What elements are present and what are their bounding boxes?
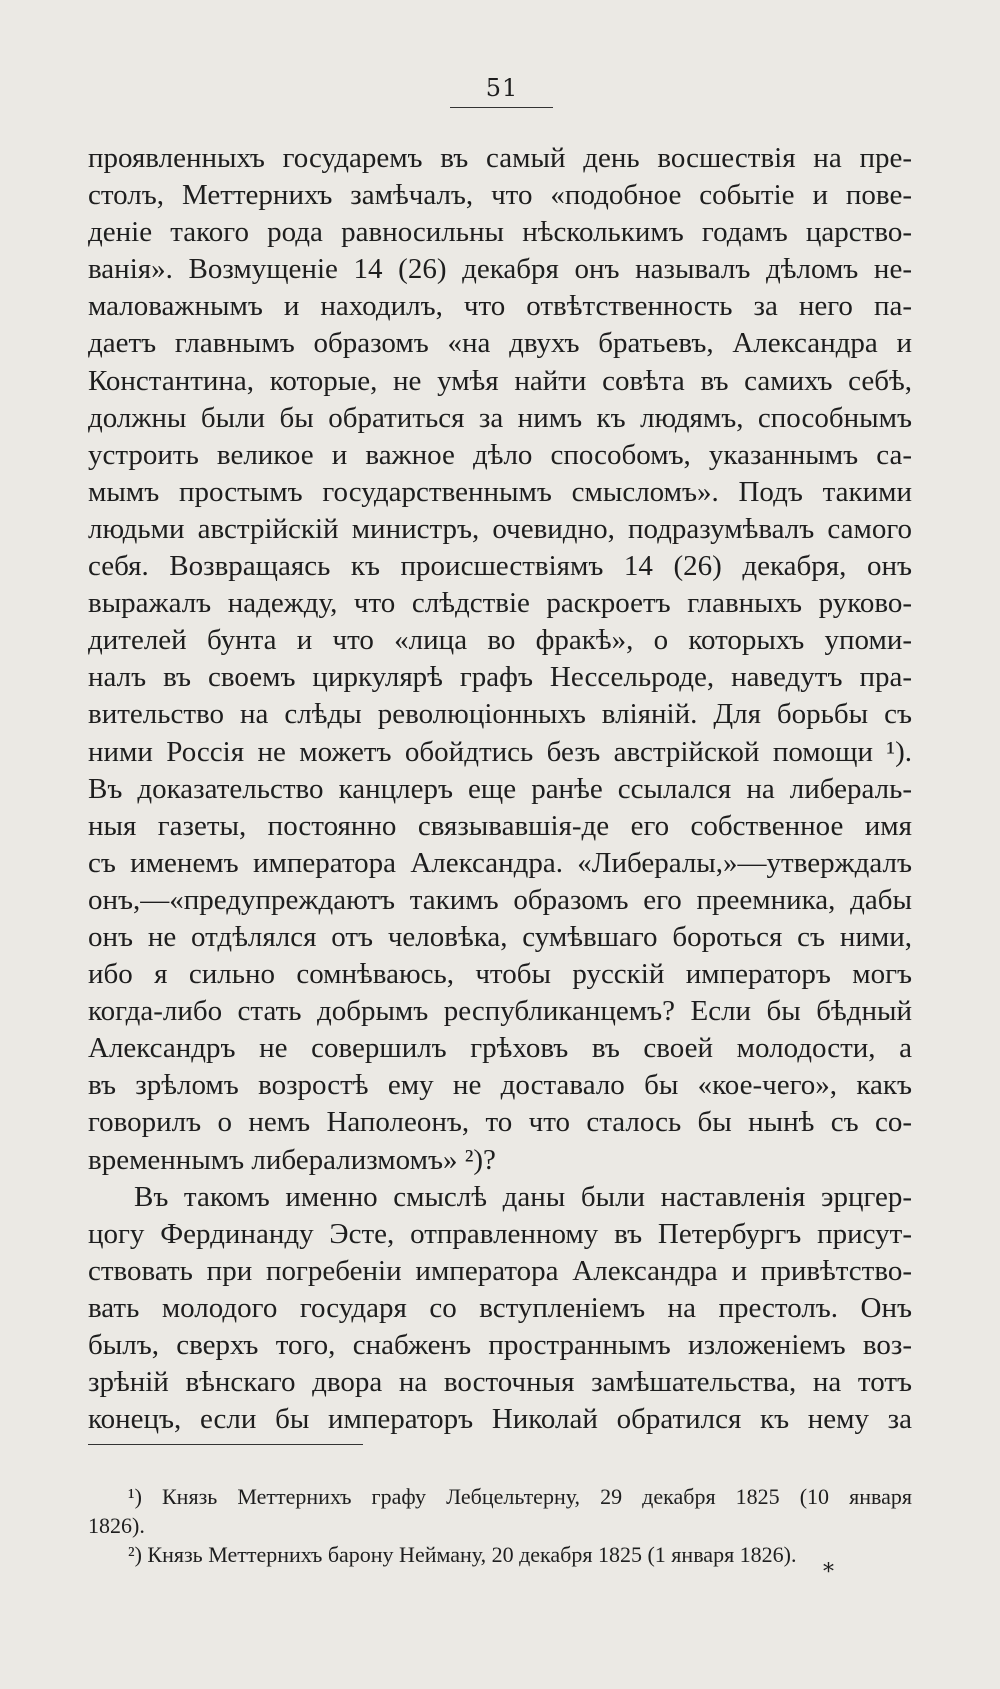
- text-line: столъ, Меттернихъ замѣчалъ, что «подобное событіе и пове-: [88, 179, 912, 212]
- text-line: Александръ не совершилъ грѣховъ въ своей молодости, а: [88, 1032, 912, 1065]
- page-number: 51: [485, 74, 519, 102]
- text-line: онъ,—«предупреждаютъ такимъ образомъ его преемника, дабы: [88, 883, 912, 916]
- text-line: должны были бы обратиться за нимъ къ людямъ, способнымъ: [88, 401, 912, 434]
- text-line: ними Россія не можетъ обойдтись безъ австрійской помощи ¹).: [88, 735, 912, 768]
- footnote-separator: [88, 1444, 363, 1445]
- text-line: маловажнымъ и находилъ, что отвѣтственность за него па-: [88, 290, 912, 323]
- text-line: выражалъ надежду, что слѣдствіе раскроетъ главныхъ руково-: [88, 587, 912, 620]
- paragraph-start-line: Въ такомъ именно смыслѣ даны были наставленія эрцгер-: [134, 1180, 912, 1213]
- text-line: цогу Фердинанду Эсте, отправленному въ Петербургъ присут-: [88, 1217, 912, 1250]
- text-line: устроить великое и важное дѣло способомъ, указаннымъ са-: [88, 438, 912, 471]
- page-number-rule: [450, 107, 553, 108]
- text-line: былъ, сверхъ того, снабженъ пространнымъ изложеніемъ воз-: [88, 1329, 912, 1361]
- text-line: проявленныхъ государемъ въ самый день восшествія на пре-: [88, 142, 912, 174]
- text-line: зрѣній вѣнскаго двора на восточныя замѣшательства, на тотъ: [88, 1366, 912, 1399]
- text-line: налъ въ своемъ циркулярѣ графъ Нессельроде, наведутъ пра-: [88, 661, 912, 694]
- text-line: вать молодого государя со вступленіемъ на престолъ. Онъ: [88, 1291, 912, 1324]
- text-line: себя. Возвращаясь къ происшествіямъ 14 (26) декабря, онъ: [88, 550, 912, 583]
- text-line: онъ не отдѣлялся отъ человѣка, сумѣвшаго бороться съ ними,: [88, 920, 912, 953]
- body-text: [88, 140, 912, 1438]
- text-line: мымъ простымъ государственнымъ смысломъ». Подъ такими: [88, 475, 912, 508]
- text-line: людьми австрійскій министръ, очевидно, подразумѣвалъ самого: [88, 512, 912, 545]
- text-line: конецъ, если бы императоръ Николай обратился къ нему за: [88, 1403, 912, 1436]
- text-line: Константина, которые, не умѣя найти совѣта въ самихъ себѣ,: [88, 364, 912, 397]
- text-line: ванія». Возмущеніе 14 (26) декабря онъ называлъ дѣломъ не-: [88, 253, 912, 286]
- footnote-1: ¹) Князь Меттернихъ графу Лебцельтерну, 29 декабря 1825 (10 января: [128, 1484, 912, 1509]
- text-line: временнымъ либерализмомъ» ²)?: [88, 1143, 496, 1176]
- text-line: когда-либо стать добрымъ республиканцемъ? Если бы бѣдный: [88, 995, 912, 1028]
- footnote-1-continuation: 1826).: [88, 1513, 145, 1538]
- footnote-2: ²) Князь Меттернихъ барону Нейману, 20 декабря 1825 (1 января 1826).: [128, 1542, 797, 1567]
- footnotes: [88, 1482, 912, 1569]
- text-line: вительство на слѣды революціонныхъ вліяній. Для борьбы съ: [88, 698, 912, 731]
- text-line: говорилъ о немъ Наполеонъ, то что сталось бы нынѣ съ со-: [88, 1106, 912, 1139]
- signature-mark: *: [823, 1560, 834, 1585]
- text-line: деніе такого рода равносильны нѣсколькимъ годамъ царство-: [88, 216, 912, 249]
- text-line: въ зрѣломъ возростѣ ему не доставало бы «кое-чего», какъ: [88, 1069, 912, 1102]
- text-line: ныя газеты, постоянно связывавшія-де его собственное имя: [88, 809, 912, 842]
- text-line: Въ доказательство канцлеръ еще ранѣе ссылался на либераль-: [88, 772, 912, 805]
- text-line: дителей бунта и что «лица во фракѣ», о которыхъ упоми-: [88, 624, 912, 657]
- text-line: съ именемъ императора Александра. «Либералы,»—утверждалъ: [88, 846, 912, 879]
- text-line: даетъ главнымъ образомъ «на двухъ братьевъ, Александра и: [88, 327, 912, 360]
- text-line: ствовать при погребеніи императора Александра и привѣтство-: [88, 1254, 912, 1287]
- text-line: ибо я сильно сомнѣваюсь, чтобы русскій императоръ могъ: [88, 958, 912, 991]
